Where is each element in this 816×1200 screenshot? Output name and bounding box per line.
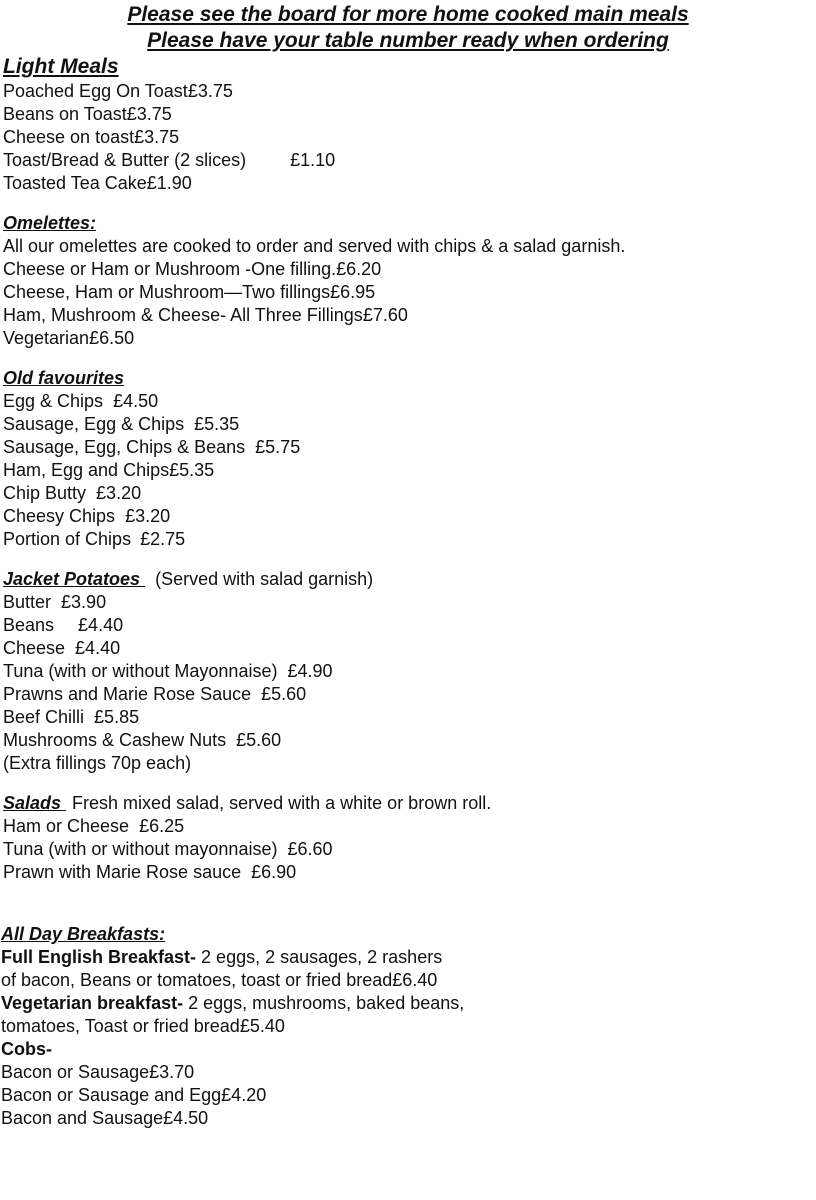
menu-item [3,838,333,861]
vegetarian-desc1: 2 eggs, mushrooms, baked beans, [183,993,465,1013]
item-price: £6.90 [251,862,297,882]
salads-header [3,792,491,815]
notice-board-meals: Please see the board for more home cooked main meals [127,3,689,26]
full-english-desc2: of bacon, Beans or tomatoes, toast or fried bread [1,970,393,990]
item-price: £5.60 [261,684,307,704]
menu-item [3,683,306,706]
item-price: £3.75 [134,127,180,147]
item-price: £1.10 [290,150,336,170]
menu-item [3,861,296,884]
item-price: £5.35 [194,414,240,434]
item-name: Toasted Tea Cake [3,173,147,193]
omelettes-description: All our omelettes are cooked to order and served with chips & a salad garnish. [3,236,626,256]
item-price: £6.25 [139,816,185,836]
jacket-potatoes-title: Jacket Potatoes [3,569,146,589]
menu-item [3,459,214,482]
menu-item [3,103,172,126]
menu-item [3,327,134,350]
menu-item [3,304,408,327]
notice-table-number: Please have your table number ready when ordering [147,29,669,52]
menu-item [3,660,333,683]
item-name: Portion of Chips [3,529,137,549]
item-name: Chip Butty [3,483,87,503]
menu-item [1,1107,208,1130]
item-name: Prawns and Marie Rose Sauce [3,684,252,704]
menu-item [1,1061,194,1084]
item-name: Bacon and Sausage [1,1108,164,1128]
menu-item [3,436,300,459]
item-name: Bacon or Sausage and Egg [1,1085,222,1105]
item-price: £6.50 [89,328,135,348]
menu-item [3,413,239,436]
vegetarian-name: Vegetarian breakfast- [1,993,184,1013]
jacket-potatoes-note: (Extra fillings 70p each) [3,753,192,773]
item-price: £3.75 [187,81,233,101]
item-name: Ham or Cheese [3,816,130,836]
item-name: Tuna (with or without Mayonnaise) [3,661,278,681]
item-price: £5.35 [169,460,215,480]
menu-item [3,505,170,528]
item-name: Poached Egg On Toast [3,81,188,101]
item-name: Beans on Toast [3,104,127,124]
menu-item [3,258,381,281]
item-price: £5.40 [239,1016,285,1036]
menu-item [3,815,184,838]
item-name: Cheesy Chips [3,506,116,526]
item-price: £6.95 [330,282,376,302]
menu-item [3,637,120,660]
menu-item [1,1084,266,1107]
item-price: £3.20 [125,506,171,526]
item-name: Vegetarian [3,328,90,348]
full-english-line2 [1,969,437,992]
salads-title: Salads [3,793,67,813]
light-meals-title: Light Meals [3,55,119,78]
item-price: £3.20 [96,483,142,503]
salads-description: Fresh mixed salad, served with a white or brown roll. [72,793,492,813]
jacket-potatoes-header [3,568,373,591]
item-name: Mushrooms & Cashew Nuts [3,730,227,750]
item-price: £7.60 [362,305,408,325]
item-name: Toast/Bread & Butter (2 slices) [3,150,247,170]
item-price: £6.60 [287,839,333,859]
item-price: £3.70 [149,1062,195,1082]
item-name: Egg & Chips [3,391,104,411]
cobs-title: Cobs- [1,1039,52,1059]
breakfasts-title: All Day Breakfasts: [1,924,166,944]
item-name: Beans [3,615,55,635]
menu-item [3,729,281,752]
menu-item [3,172,192,195]
item-price: £3.90 [61,592,107,612]
item-name: Sausage, Egg, Chips & Beans [3,437,246,457]
menu-item [3,706,139,729]
item-name: Cheese [3,638,66,658]
menu-item [3,482,141,505]
omelettes-title: Omelettes: [3,213,97,233]
menu-item [3,126,179,149]
menu-item [3,591,106,614]
item-name: Beef Chilli [3,707,85,727]
vegetarian-desc2: tomatoes, Toast or fried bread [1,1016,240,1036]
menu-item [3,614,123,637]
item-name: Ham, Egg and Chips [3,460,170,480]
item-price: £6.40 [392,970,438,990]
item-price: £3.75 [126,104,172,124]
old-favourites-title: Old favourites [3,368,125,388]
menu-item [3,149,335,172]
menu-item [3,80,233,103]
item-price: £4.50 [113,391,159,411]
item-price: £5.75 [255,437,301,457]
item-name: Cheese, Ham or Mushroom—Two fillings [3,282,331,302]
menu-item [3,528,185,551]
item-price: £5.60 [236,730,282,750]
full-english-line1 [1,946,442,969]
vegetarian-line1 [1,992,464,1015]
item-name: Sausage, Egg & Chips [3,414,185,434]
full-english-desc1: 2 eggs, 2 sausages, 2 rashers [196,947,443,967]
jacket-potatoes-description: (Served with salad garnish) [155,569,374,589]
item-name: Tuna (with or without mayonnaise) [3,839,278,859]
item-price: £1.90 [146,173,192,193]
vegetarian-line2 [1,1015,285,1038]
full-english-name: Full English Breakfast- [1,947,197,967]
item-name: Cheese on toast [3,127,135,147]
item-price: £4.90 [287,661,333,681]
item-name: Bacon or Sausage [1,1062,150,1082]
item-price: £4.40 [75,638,121,658]
item-price: £4.40 [78,615,124,635]
item-price: £6.20 [336,259,382,279]
item-price: £4.20 [221,1085,267,1105]
item-name: Cheese or Ham or Mushroom -One filling. [3,259,337,279]
item-name: Ham, Mushroom & Cheese- All Three Fillings [3,305,363,325]
item-name: Prawn with Marie Rose sauce [3,862,242,882]
menu-item [3,281,375,304]
item-price: £2.75 [140,529,186,549]
item-price: £5.85 [94,707,140,727]
item-price: £4.50 [163,1108,209,1128]
menu-item [3,390,158,413]
item-name: Butter [3,592,52,612]
